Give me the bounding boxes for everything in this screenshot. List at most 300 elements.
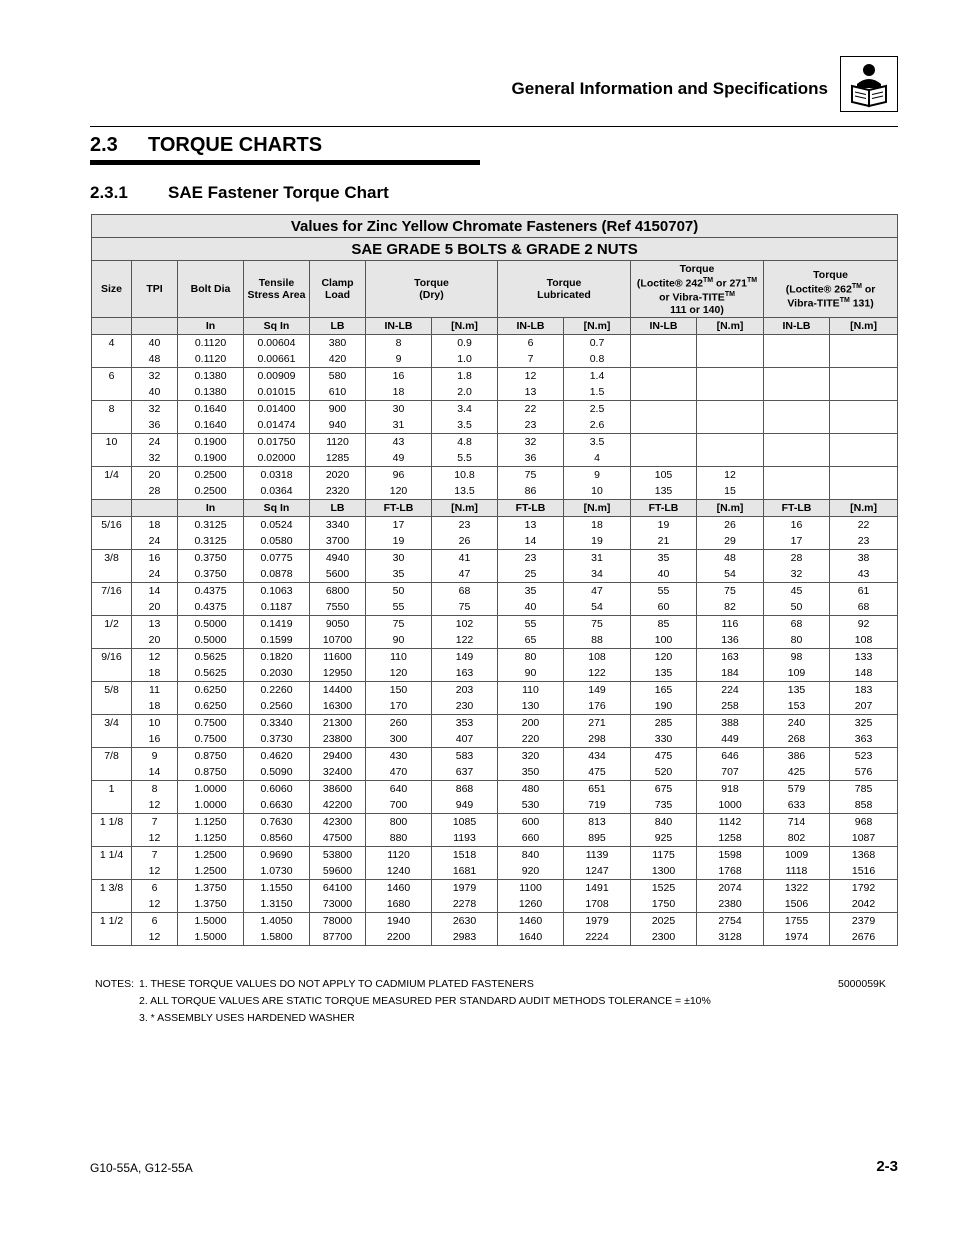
table-row (92, 434, 898, 451)
table-row (92, 384, 898, 401)
table-cell: 13 (132, 616, 178, 633)
table-cell: 16 (132, 731, 178, 748)
table-cell: 40 (498, 599, 564, 616)
table-cell: 0.0775 (244, 550, 310, 567)
table-cell: 54 (697, 566, 764, 583)
table-cell: 68 (830, 599, 898, 616)
table-cell: 1 3/8 (92, 880, 132, 897)
table-cell: 7/16 (92, 583, 132, 600)
table-cell: 0.5625 (178, 665, 244, 682)
table-cell: 133 (830, 649, 898, 666)
table-cell: 35 (498, 583, 564, 600)
table-cell: 21 (631, 533, 697, 550)
table-cell: 1.5000 (178, 913, 244, 930)
table-cell: 23 (498, 417, 564, 434)
unit-cell-blank (132, 500, 178, 517)
table-cell: 707 (697, 764, 764, 781)
table-cell: 4 (92, 335, 132, 352)
table-cell: 96 (366, 467, 432, 484)
table-cell: 4 (564, 450, 631, 467)
table-cell: 1368 (830, 847, 898, 864)
table-cell: 2.0 (432, 384, 498, 401)
table-cell: 1.4 (564, 368, 631, 385)
table-cell (92, 450, 132, 467)
table-row (92, 583, 898, 600)
table-cell: 1 1/4 (92, 847, 132, 864)
table-cell: 1940 (366, 913, 432, 930)
table-cell: 0.1419 (244, 616, 310, 633)
table-cell: 785 (830, 781, 898, 798)
table-cell: 940 (310, 417, 366, 434)
table-cell: 0.1380 (178, 368, 244, 385)
table-cell (92, 384, 132, 401)
table-cell: 0.1187 (244, 599, 310, 616)
section-title: TORQUE CHARTS (148, 134, 323, 156)
table-cell: 260 (366, 715, 432, 732)
table-cell: 430 (366, 748, 432, 765)
table-cell: 36 (498, 450, 564, 467)
table-cell: 183 (830, 682, 898, 699)
table-cell: 12 (132, 863, 178, 880)
table-cell: 925 (631, 830, 697, 847)
table-cell (631, 368, 697, 385)
table-cell: 3.5 (432, 417, 498, 434)
table-cell: 18 (132, 517, 178, 534)
table-cell: 75 (432, 599, 498, 616)
table-cell (830, 434, 898, 451)
table-cell: 54 (564, 599, 631, 616)
document-reference: 5000059K (838, 978, 886, 990)
table-cell: 268 (764, 731, 830, 748)
table-cell: 50 (366, 583, 432, 600)
table-cell: 55 (631, 583, 697, 600)
table-cell: 0.0878 (244, 566, 310, 583)
col-header-size: Size (92, 261, 132, 318)
table-row (92, 665, 898, 682)
table-cell: 0.1599 (244, 632, 310, 649)
table-cell (92, 533, 132, 550)
table-cell: 1460 (366, 880, 432, 897)
table-cell: 0.01474 (244, 417, 310, 434)
table-cell: 120 (366, 665, 432, 682)
table-cell: 0.5090 (244, 764, 310, 781)
table-cell: 1755 (764, 913, 830, 930)
table-cell: 0.5000 (178, 632, 244, 649)
table-cell: 31 (366, 417, 432, 434)
table-cell: 0.1380 (178, 384, 244, 401)
table-cell: 10 (564, 483, 631, 500)
table-cell: 10 (92, 434, 132, 451)
table-row (92, 483, 898, 500)
table-cell: 298 (564, 731, 631, 748)
table-cell: 258 (697, 698, 764, 715)
table-cell: 9 (564, 467, 631, 484)
table-cell: 12 (498, 368, 564, 385)
table-cell: 2630 (432, 913, 498, 930)
table-cell: 190 (631, 698, 697, 715)
table-cell: 2224 (564, 929, 631, 946)
table-cell: 0.1120 (178, 351, 244, 368)
table-cell: 32 (498, 434, 564, 451)
table-cell: 105 (631, 467, 697, 484)
table-cell: 2074 (697, 880, 764, 897)
table-cell (92, 665, 132, 682)
table-cell: 576 (830, 764, 898, 781)
table-cell: 1750 (631, 896, 697, 913)
unit-cell: [N.m] (830, 318, 898, 335)
table-cell: 73000 (310, 896, 366, 913)
table-cell: 200 (498, 715, 564, 732)
table-cell: 24 (132, 566, 178, 583)
table-cell: 28 (764, 550, 830, 567)
table-cell: 1974 (764, 929, 830, 946)
table-cell: 11600 (310, 649, 366, 666)
table-cell: 5/8 (92, 682, 132, 699)
table-row (92, 533, 898, 550)
table-cell: 880 (366, 830, 432, 847)
table-cell: 6 (92, 368, 132, 385)
table-cell: 520 (631, 764, 697, 781)
table-cell: 135 (764, 682, 830, 699)
table-cell: 38600 (310, 781, 366, 798)
table-cell: 434 (564, 748, 631, 765)
table-row (92, 335, 898, 352)
table-cell: 130 (498, 698, 564, 715)
table-cell: 20 (132, 632, 178, 649)
table-cell: 35 (631, 550, 697, 567)
table-cell: 75 (564, 616, 631, 633)
table-cell: 0.4375 (178, 599, 244, 616)
table-cell: 55 (498, 616, 564, 633)
table-cell: 8 (132, 781, 178, 798)
table-cell: 80 (498, 649, 564, 666)
table-cell: 5600 (310, 566, 366, 583)
table-cell: 1792 (830, 880, 898, 897)
table-cell: 4.8 (432, 434, 498, 451)
table-cell: 800 (366, 814, 432, 831)
table-cell: 1.5800 (244, 929, 310, 946)
table-cell: 0.7500 (178, 715, 244, 732)
table-cell: 1516 (830, 863, 898, 880)
table-cell: 523 (830, 748, 898, 765)
table-cell: 165 (631, 682, 697, 699)
table-cell: 8 (92, 401, 132, 418)
table-cell: 163 (432, 665, 498, 682)
table-cell: 330 (631, 731, 697, 748)
table-cell: 646 (697, 748, 764, 765)
table-cell: 1258 (697, 830, 764, 847)
table-cell: 1009 (764, 847, 830, 864)
table-cell: 150 (366, 682, 432, 699)
col-header-tensile: Tensile Stress Area (244, 261, 310, 318)
table-cell: 0.3125 (178, 533, 244, 550)
table-cell: 32400 (310, 764, 366, 781)
table-cell (697, 434, 764, 451)
table-cell: 0.3750 (178, 550, 244, 567)
table-cell: 1240 (366, 863, 432, 880)
col-header-torque-lubricated: Torque Lubricated (498, 261, 631, 318)
table-cell: 20 (132, 467, 178, 484)
table-cell: 0.2500 (178, 483, 244, 500)
table-cell (830, 401, 898, 418)
table-cell: 9 (366, 351, 432, 368)
table-cell: 24 (132, 533, 178, 550)
table-cell (830, 335, 898, 352)
table-cell (697, 417, 764, 434)
table-cell: 18 (132, 665, 178, 682)
table-cell: 10 (132, 715, 178, 732)
table-cell: 1640 (498, 929, 564, 946)
table-row (92, 368, 898, 385)
table-cell: 12 (132, 797, 178, 814)
table-cell: 1247 (564, 863, 631, 880)
table-cell: 0.1120 (178, 335, 244, 352)
table-cell (92, 417, 132, 434)
table-cell: 49 (366, 450, 432, 467)
table-cell: 22 (498, 401, 564, 418)
table-cell (92, 483, 132, 500)
unit-cell: [N.m] (830, 500, 898, 517)
table-cell: 1.0730 (244, 863, 310, 880)
table-cell: 363 (830, 731, 898, 748)
notes-label: NOTES: (95, 978, 135, 990)
table-cell: 2020 (310, 467, 366, 484)
torque-table (91, 214, 898, 946)
table-cell: 1.3750 (178, 880, 244, 897)
table-cell: 0.5625 (178, 649, 244, 666)
header-rule (90, 126, 898, 127)
unit-cell: [N.m] (697, 318, 764, 335)
table-row (92, 566, 898, 583)
table-cell: 30 (366, 550, 432, 567)
table-cell: 17 (366, 517, 432, 534)
table-cell: 719 (564, 797, 631, 814)
table-cell: 0.0364 (244, 483, 310, 500)
table-cell: 9/16 (92, 649, 132, 666)
table-cell: 12 (132, 649, 178, 666)
table-cell: 1.2500 (178, 863, 244, 880)
table-cell: 25 (498, 566, 564, 583)
table-cell: 1120 (366, 847, 432, 864)
table-cell: 2300 (631, 929, 697, 946)
table-cell (92, 863, 132, 880)
table-cell: 21300 (310, 715, 366, 732)
table-cell: 1120 (310, 434, 366, 451)
table-cell: 48 (132, 351, 178, 368)
table-cell: 47 (564, 583, 631, 600)
table-cell: 36 (132, 417, 178, 434)
table-cell: 0.01015 (244, 384, 310, 401)
table-cell: 2379 (830, 913, 898, 930)
table-cell: 0.6630 (244, 797, 310, 814)
unit-cell: IN-LB (631, 318, 697, 335)
table-cell: 579 (764, 781, 830, 798)
table-cell: 26 (432, 533, 498, 550)
table-cell: 285 (631, 715, 697, 732)
unit-cell: LB (310, 318, 366, 335)
table-cell: 900 (310, 401, 366, 418)
table-cell (830, 483, 898, 500)
table-cell: 2380 (697, 896, 764, 913)
table-cell (697, 335, 764, 352)
table-cell: 858 (830, 797, 898, 814)
table-cell: 0.2030 (244, 665, 310, 682)
table-cell: 0.01750 (244, 434, 310, 451)
table-cell: 0.5000 (178, 616, 244, 633)
table-cell: 120 (366, 483, 432, 500)
table-cell: 0.0580 (244, 533, 310, 550)
table-cell: 840 (498, 847, 564, 864)
table-cell: 108 (830, 632, 898, 649)
unit-cell-blank (132, 318, 178, 335)
table-cell (92, 566, 132, 583)
subsection-number: 2.3.1 (90, 183, 128, 202)
table-cell (697, 401, 764, 418)
table-cell: 10.8 (432, 467, 498, 484)
table-cell: 122 (564, 665, 631, 682)
table-cell: 41 (432, 550, 498, 567)
table-cell: 1.2500 (178, 847, 244, 864)
table-cell: 18 (132, 698, 178, 715)
table-cell (697, 450, 764, 467)
table-cell (92, 929, 132, 946)
table-cell: 0.7630 (244, 814, 310, 831)
table-cell: 0.2500 (178, 467, 244, 484)
table-cell: 87700 (310, 929, 366, 946)
table-cell: 19 (366, 533, 432, 550)
table-cell: 14400 (310, 682, 366, 699)
table-cell: 28 (132, 483, 178, 500)
unit-row (92, 500, 898, 517)
table-cell: 53800 (310, 847, 366, 864)
table-row (92, 698, 898, 715)
table-cell: 82 (697, 599, 764, 616)
table-cell: 122 (432, 632, 498, 649)
table-cell: 949 (432, 797, 498, 814)
table-cell: 920 (498, 863, 564, 880)
table-cell: 6 (132, 913, 178, 930)
table-cell: 109 (764, 665, 830, 682)
table-cell: 32 (764, 566, 830, 583)
table-cell: 3/8 (92, 550, 132, 567)
unit-cell: In (178, 318, 244, 335)
table-cell: 840 (631, 814, 697, 831)
table-cell (92, 351, 132, 368)
table-cell (764, 417, 830, 434)
table-cell: 42300 (310, 814, 366, 831)
table-cell: 7 (132, 814, 178, 831)
table-cell: 325 (830, 715, 898, 732)
table-cell (631, 450, 697, 467)
table-cell: 8 (366, 335, 432, 352)
table-cell: 1/4 (92, 467, 132, 484)
table-row (92, 450, 898, 467)
table-cell: 0.6060 (244, 781, 310, 798)
section-number: 2.3 (90, 134, 118, 156)
table-cell: 203 (432, 682, 498, 699)
table-cell: 22 (830, 517, 898, 534)
table-cell: 85 (631, 616, 697, 633)
table-cell: 47500 (310, 830, 366, 847)
table-cell: 1506 (764, 896, 830, 913)
table-cell: 23800 (310, 731, 366, 748)
table-cell: 5.5 (432, 450, 498, 467)
table-cell: 0.3730 (244, 731, 310, 748)
table-cell: 120 (631, 649, 697, 666)
table-cell: 1.1250 (178, 814, 244, 831)
unit-cell-blank (92, 318, 132, 335)
table-cell: 386 (764, 748, 830, 765)
table-cell: 0.9690 (244, 847, 310, 864)
unit-cell-blank (92, 500, 132, 517)
table-cell: 40 (132, 384, 178, 401)
table-cell: 580 (310, 368, 366, 385)
table-row (92, 401, 898, 418)
note-2: 2. ALL TORQUE VALUES ARE STATIC TORQUE MEASURED PER STANDARD AUDIT METHODS TOLERANCE = ±10% (139, 995, 711, 1007)
table-cell: 271 (564, 715, 631, 732)
table-row (92, 731, 898, 748)
unit-cell: IN-LB (366, 318, 432, 335)
table-cell (92, 764, 132, 781)
col-header-bolt-dia: Bolt Dia (178, 261, 244, 318)
table-cell: 20 (132, 599, 178, 616)
table-cell: 29 (697, 533, 764, 550)
table-cell: 968 (830, 814, 898, 831)
table-cell: 0.0524 (244, 517, 310, 534)
table-cell: 16 (132, 550, 178, 567)
table-cell (764, 434, 830, 451)
table-cell (764, 368, 830, 385)
table-row (92, 781, 898, 798)
table-cell: 1.4050 (244, 913, 310, 930)
table-cell: 32 (132, 401, 178, 418)
page-number: 2-3 (876, 1158, 898, 1175)
table-cell: 1 1/2 (92, 913, 132, 930)
table-cell (830, 417, 898, 434)
table-cell (92, 632, 132, 649)
table-cell: 1.8 (432, 368, 498, 385)
table-cell (631, 434, 697, 451)
table-cell: 3340 (310, 517, 366, 534)
book-reader-icon (840, 56, 898, 112)
table-cell (764, 450, 830, 467)
table-cell: 2676 (830, 929, 898, 946)
table-cell: 0.3750 (178, 566, 244, 583)
table-cell: 530 (498, 797, 564, 814)
table-row (92, 764, 898, 781)
table-cell: 12 (697, 467, 764, 484)
table-cell: 470 (366, 764, 432, 781)
table-cell: 425 (764, 764, 830, 781)
table-cell: 3.4 (432, 401, 498, 418)
table-cell: 640 (366, 781, 432, 798)
table-cell: 88 (564, 632, 631, 649)
unit-cell: In (178, 500, 244, 517)
table-cell: 75 (498, 467, 564, 484)
table-cell (764, 401, 830, 418)
table-cell: 163 (697, 649, 764, 666)
table-cell: 583 (432, 748, 498, 765)
table-cell: 14 (132, 583, 178, 600)
table-cell: 1.0000 (178, 797, 244, 814)
table-cell: 700 (366, 797, 432, 814)
table-cell (92, 797, 132, 814)
table-cell: 388 (697, 715, 764, 732)
unit-cell: [N.m] (564, 500, 631, 517)
unit-cell: FT-LB (631, 500, 697, 517)
table-cell: 320 (498, 748, 564, 765)
table-cell (92, 830, 132, 847)
